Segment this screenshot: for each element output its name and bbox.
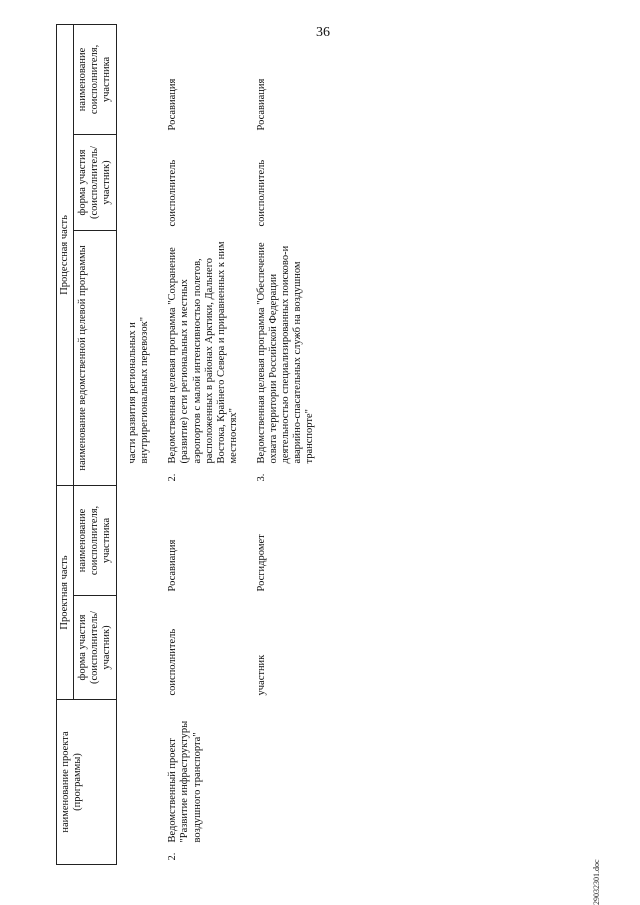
executor2-cell: [117, 24, 158, 134]
header-group-project: Проектная часть: [57, 485, 74, 699]
header-form: форма участия (соисполнитель/ участник): [74, 596, 117, 700]
program-number: 3.: [255, 473, 267, 482]
project-cell: [246, 700, 322, 865]
footer-filename: 29032301.doc: [592, 859, 601, 905]
form2-cell: соисполнитель: [255, 159, 267, 227]
executor2-cell: Росавиация: [255, 78, 267, 131]
project-cell: [157, 700, 245, 865]
program-number: [127, 463, 151, 481]
participation-table: [56, 24, 322, 865]
table-row: [246, 24, 322, 864]
header-program-name: наименование ведомственной целевой программы: [74, 230, 117, 485]
form-cell: соисполнитель: [167, 628, 179, 696]
header-co-executor-2: наименование соисполнителя, участника: [74, 24, 117, 134]
header-co-executor: наименование соисполнителя, участника: [74, 485, 117, 595]
page-number: 36: [316, 25, 330, 40]
table-container: [56, 25, 616, 865]
form-cell: участник: [255, 654, 267, 696]
form2-cell: [117, 134, 158, 230]
executor-cell: Росавиация: [167, 539, 179, 592]
executor-cell: Росгидромет: [255, 534, 267, 592]
table-row: [117, 24, 158, 864]
form-cell: [117, 596, 158, 700]
program-cell: [246, 230, 322, 485]
program-cell: [117, 230, 158, 485]
project-number: 2.: [167, 852, 179, 861]
program-name: Ведомственная целевая программа "Сохранение (развитие) сети региональных и местных аэропортов с малой интенсивностью полетов, расположенных в районах Арктики, Дальнего Востока, Крайнего Севера и приравненных к ним местностях": [167, 241, 239, 464]
project-name: Ведомственный проект "Развитие инфраструктуры воздушного транспорта": [167, 720, 203, 843]
header-group-process: Процессная часть: [57, 24, 74, 485]
project-cell: [117, 700, 158, 865]
header-form-2: форма участия (соисполнитель/ участник): [74, 134, 117, 230]
form2-cell: соисполнитель: [167, 159, 179, 227]
program-number: 2.: [167, 473, 179, 482]
executor2-cell: Росавиация: [167, 78, 179, 131]
program-name: части развития региональных и внутрирегиональных перевозок": [127, 316, 151, 464]
program-cell: [157, 230, 245, 485]
table-row: [157, 24, 245, 864]
program-name: Ведомственная целевая программа "Обеспечение охвата территории Российской Федерации деятельностью специализированных поисково-и аварийно-спасательных служб на воздушном транспорте": [255, 242, 315, 464]
header-project-name: наименование проекта (программы): [57, 700, 117, 865]
executor-cell: [117, 485, 158, 595]
